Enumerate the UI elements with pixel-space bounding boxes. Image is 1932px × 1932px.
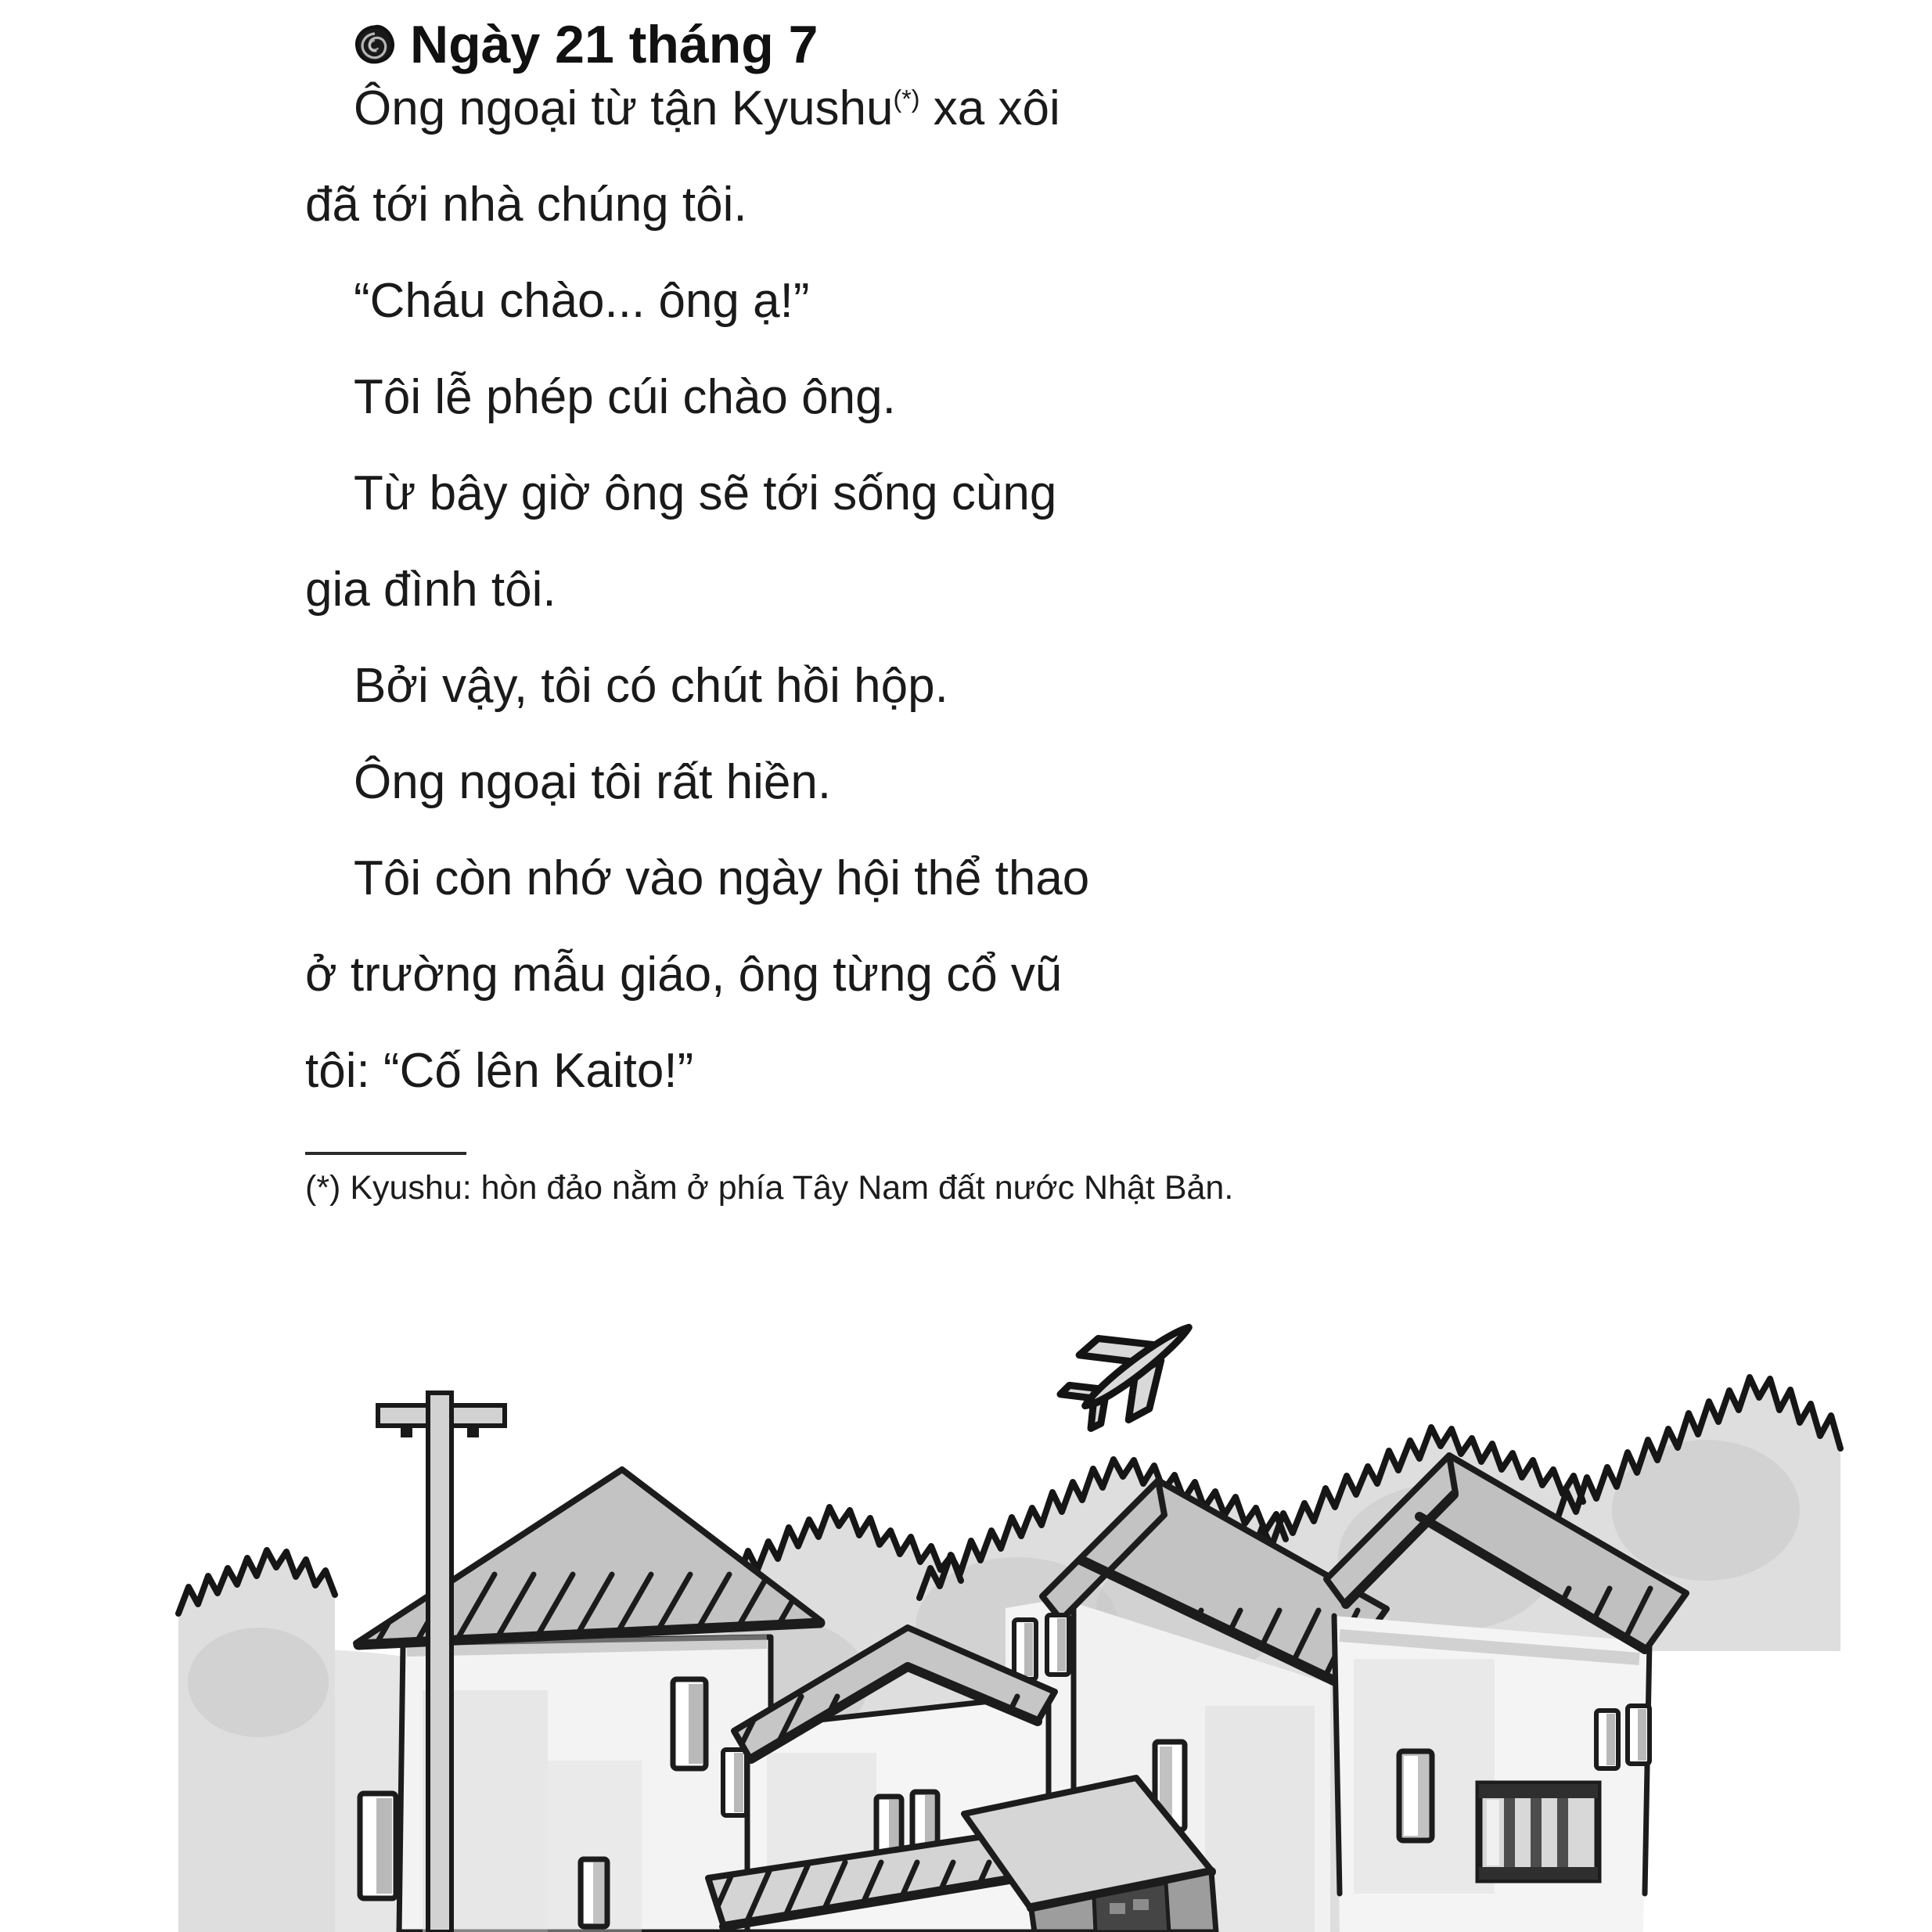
illustration: [0, 1306, 1932, 1932]
story-line: “Cháu chào... ông ạ!”: [354, 274, 810, 328]
footnote-divider: [305, 1152, 466, 1155]
window: [1399, 1751, 1432, 1840]
window: [360, 1793, 396, 1898]
footnote-marker: (*): [893, 85, 920, 113]
story-line: ở trường mẫu giáo, ông từng cổ vũ: [305, 948, 1063, 1002]
story-line: tôi: “Cố lên Kaito!”: [305, 1044, 694, 1098]
story-line-text: Ông ngoại từ tận Kyushu: [354, 81, 894, 135]
story-line: Bởi vậy, tôi có chút hồi hộp.: [354, 659, 948, 713]
scribble-dot-icon: [352, 22, 398, 67]
airplane: [1046, 1306, 1214, 1445]
story-line: [305, 78, 1060, 139]
barred-window: [1479, 1784, 1598, 1880]
story-line-text: xa xôi: [919, 81, 1060, 135]
diary-entry-header: [352, 14, 818, 75]
window: [673, 1679, 706, 1768]
window: [581, 1859, 607, 1927]
story-line: đã tới nhà chúng tôi.: [305, 178, 747, 232]
story-line: Từ bây giờ ông sẽ tới sống cùng: [354, 466, 1057, 520]
footnote: (*) Kyushu: hòn đảo nằm ở phía Tây Nam đất nước Nhật Bản.: [305, 1169, 1234, 1207]
story-line: Tôi còn nhớ vào ngày hội thể thao: [354, 851, 1090, 905]
story-line: Tôi lễ phép cúi chào ông.: [354, 370, 896, 424]
story-line: gia đình tôi.: [305, 563, 556, 617]
story-line: Ông ngoại tôi rất hiền.: [354, 755, 832, 809]
page-title: Ngày 21 tháng 7: [410, 15, 818, 74]
